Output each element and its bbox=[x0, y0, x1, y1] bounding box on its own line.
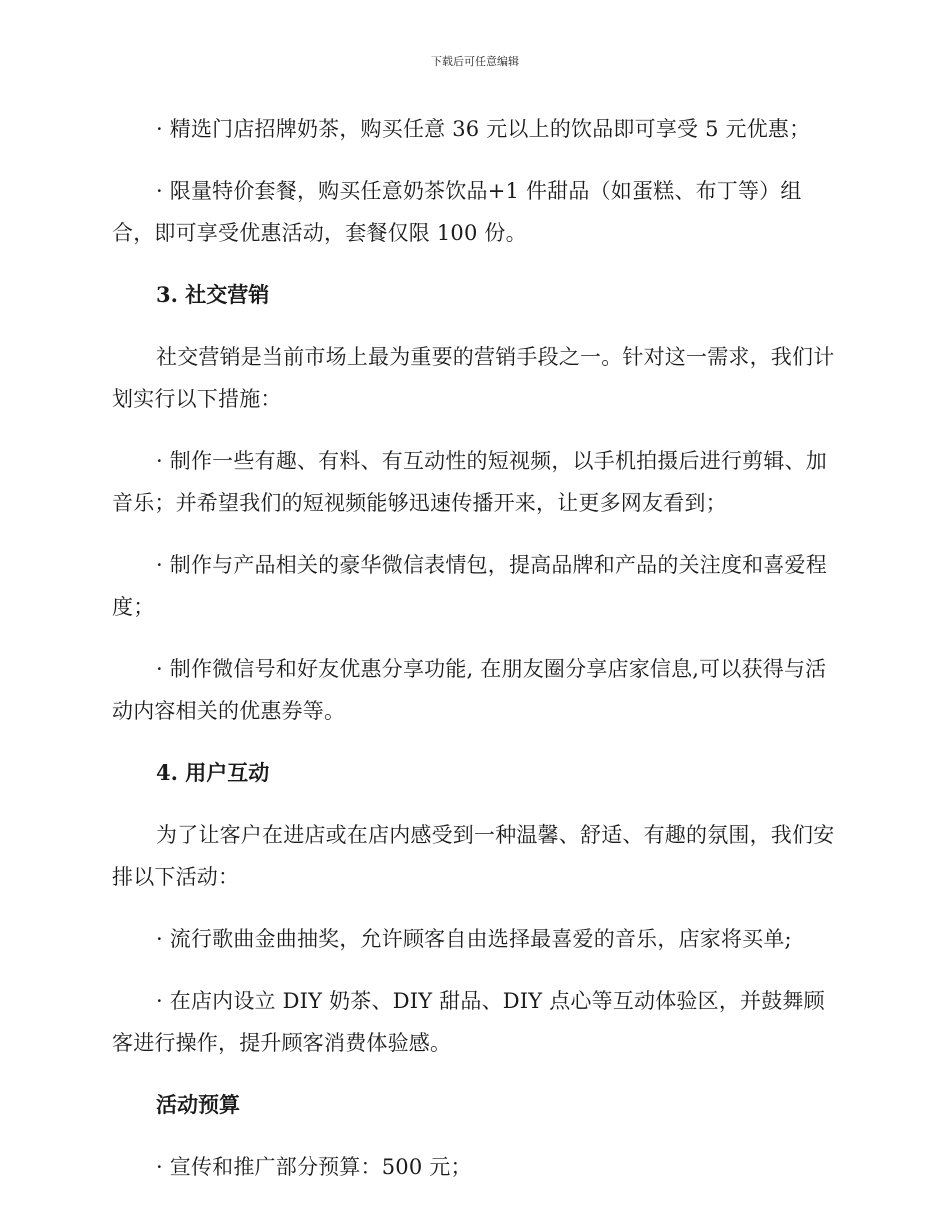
page-header-note: 下载后可任意编辑 bbox=[431, 55, 519, 68]
paragraph-bullet-promo-budget: · 宣传和推广部分预算：500 元； bbox=[156, 1155, 472, 1179]
document-body bbox=[112, 108, 840, 1208]
paragraph-social-intro: 社交营销是当前市场上最为重要的营销手段之一。针对这一需求，我们计划实行以下措施： bbox=[112, 345, 835, 411]
paragraph-interaction-intro: 为了让客户在进店或在店内感受到一种温馨、舒适、有趣的氛围，我们安排以下活动： bbox=[112, 823, 835, 889]
paragraph-bullet-wechat-share: · 制作微信号和好友优惠分享功能, 在朋友圈分享店家信息,可以获得与活动内容相关的优惠券等。 bbox=[112, 657, 827, 723]
paragraph-bullet-sticker-pack: · 制作与产品相关的豪华微信表情包，提高品牌和产品的关注度和喜爱程度； bbox=[112, 553, 827, 619]
paragraph-bullet-signature-tea: · 精选门店招牌奶茶，购买任意 36 元以上的饮品即可享受 5 元优惠； bbox=[156, 117, 811, 141]
section-heading-social-marketing: 3. 社交营销 bbox=[156, 282, 270, 307]
paragraph-bullet-limited-set: · 限量特价套餐，购买任意奶茶饮品+1 件甜品（如蛋糕、布丁等）组合，即可享受优惠活动，套餐仅限 100 份。 bbox=[112, 179, 802, 245]
paragraph-bullet-short-video: · 制作一些有趣、有料、有互动性的短视频，以手机拍摄后进行剪辑、加音乐；并希望我们的短视频能够迅速传播开来，让更多网友看到； bbox=[112, 449, 827, 515]
paragraph-bullet-song-lottery: · 流行歌曲金曲抽奖，允许顾客自由选择最喜爱的音乐，店家将买单; bbox=[156, 927, 792, 951]
section-heading-user-interaction: 4. 用户互动 bbox=[156, 760, 270, 785]
section-heading-budget: 活动预算 bbox=[156, 1092, 240, 1117]
paragraph-bullet-diy-zone: · 在店内设立 DIY 奶茶、DIY 甜品、DIY 点心等互动体验区，并鼓舞顾客进行操作，提升顾客消费体验感。 bbox=[112, 989, 825, 1055]
